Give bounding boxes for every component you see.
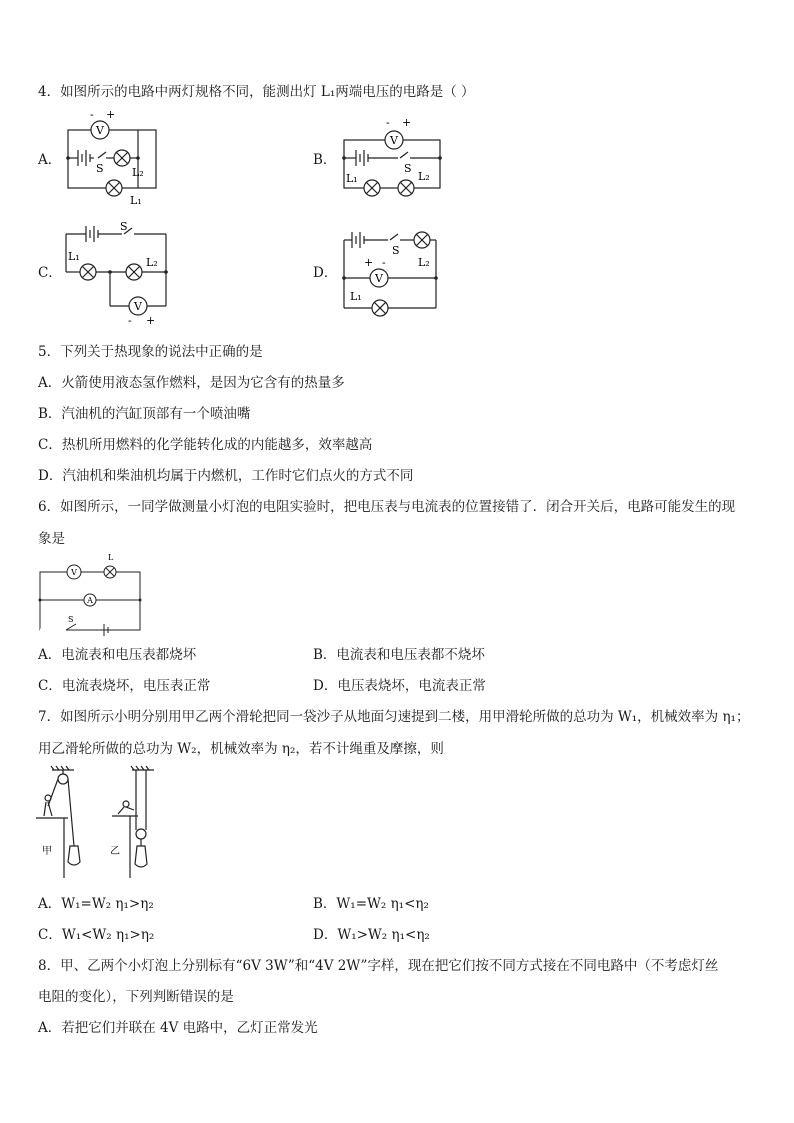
svg-text:V: V <box>375 272 383 285</box>
svg-text:甲: 甲 <box>42 846 52 857</box>
q6-stem-line2: 象是 <box>38 531 65 547</box>
q4-circuit-c <box>58 216 173 331</box>
q5-stem: 5．下列关于热现象的说法中正确的是 <box>38 344 263 360</box>
svg-text:-: - <box>128 314 132 327</box>
q4-circuit-a <box>58 106 168 216</box>
svg-text:S: S <box>120 220 128 233</box>
q8-stem-line2: 电阻的变化），下列判断错误的是 <box>38 989 234 1005</box>
svg-text:L₁: L₁ <box>68 250 80 263</box>
q6-option-d: D．电压表烧坏，电流表正常 <box>313 678 486 694</box>
svg-text:S: S <box>96 162 104 175</box>
q7-option-d: D．W₁>W₂ η₁<η₂ <box>313 927 430 943</box>
svg-text:A: A <box>87 596 93 605</box>
q6-option-c: C．电流表烧坏，电压表正常 <box>38 678 211 694</box>
q5-option-c: C．热机所用燃料的化学能转化成的内能越多，效率越高 <box>38 437 373 453</box>
q7-stem-line2: 用乙滑轮所做的总功为 W₂，机械效率为 η₂，若不计绳重及摩擦，则 <box>38 741 444 757</box>
svg-text:V: V <box>134 300 142 313</box>
q8-option-a: A．若把它们并联在 4V 电路中，乙灯正常发光 <box>38 1020 318 1036</box>
q4-option-b-label: B． <box>313 152 337 168</box>
q7-pulley-figure <box>34 766 164 878</box>
svg-text:L₂: L₂ <box>146 256 158 269</box>
voltmeter-symbol: V <box>96 124 104 137</box>
svg-text:+: + <box>402 116 412 129</box>
svg-text:-: - <box>382 256 386 269</box>
svg-text:V: V <box>390 134 398 147</box>
svg-text:+: + <box>106 108 116 121</box>
q7-option-b: B．W₁=W₂ η₁<η₂ <box>313 896 429 912</box>
q4-circuit-d <box>336 226 446 326</box>
q5-option-b: B．汽油机的汽缸顶部有一个喷油嘴 <box>38 406 251 422</box>
svg-text:L₁: L₁ <box>350 290 362 303</box>
svg-text:L: L <box>108 553 114 562</box>
svg-text:L₂: L₂ <box>132 166 144 179</box>
svg-text:S: S <box>404 162 412 175</box>
q6-option-a: A．电流表和电压表都烧坏 <box>38 647 197 663</box>
svg-text:V: V <box>71 568 77 577</box>
svg-text:乙: 乙 <box>110 846 120 857</box>
svg-text:L₂: L₂ <box>418 170 430 183</box>
q4-option-c-label: C． <box>38 265 62 281</box>
q7-option-c: C．W₁<W₂ η₁>η₂ <box>38 927 155 943</box>
svg-text:L₁: L₁ <box>346 172 358 185</box>
q4-circuit-b <box>336 116 446 206</box>
svg-text:L₂: L₂ <box>418 256 430 269</box>
q4-option-d-label: D． <box>313 265 338 281</box>
q7-option-a: A．W₁=W₂ η₁>η₂ <box>38 896 154 912</box>
svg-text:L₁: L₁ <box>130 194 142 207</box>
q6-stem-line1: 6．如图所示，一同学做测量小灯泡的电阻实验时，把电压表与电流表的位置接错了．闭合开关后，电路可能发生的现 <box>38 499 736 515</box>
q6-option-b: B．电流表和电压表都不烧坏 <box>313 647 485 663</box>
q5-option-d: D．汽油机和柴油机均属于内燃机，工作时它们点火的方式不同 <box>38 468 414 484</box>
svg-text:-: - <box>386 116 390 129</box>
q7-stem-line1: 7．如图所示小明分别用甲乙两个滑轮把同一袋沙子从地面匀速提到二楼，用甲滑轮所做的总功为 W₁，机械效率为 η₁； <box>38 709 750 725</box>
q5-option-a: A．火箭使用液态氢作燃料，是因为它含有的热量多 <box>38 375 345 391</box>
svg-text:S: S <box>392 244 400 257</box>
q6-circuit <box>36 550 146 640</box>
q4-stem: 4．如图所示的电路中两灯规格不同，能测出灯 L₁两端电压的电路是（ ） <box>38 84 475 100</box>
svg-text:S: S <box>68 615 74 624</box>
q8-stem-line1: 8．甲、乙两个小灯泡上分别标有“6V 3W”和“4V 2W”字样，现在把它们按不同方式接在不同电路中（不考虑灯丝 <box>38 958 719 974</box>
q4-option-a-label: A． <box>38 152 62 168</box>
svg-text:-: - <box>90 108 94 121</box>
svg-text:+: + <box>146 314 156 327</box>
svg-text:+: + <box>364 256 374 269</box>
